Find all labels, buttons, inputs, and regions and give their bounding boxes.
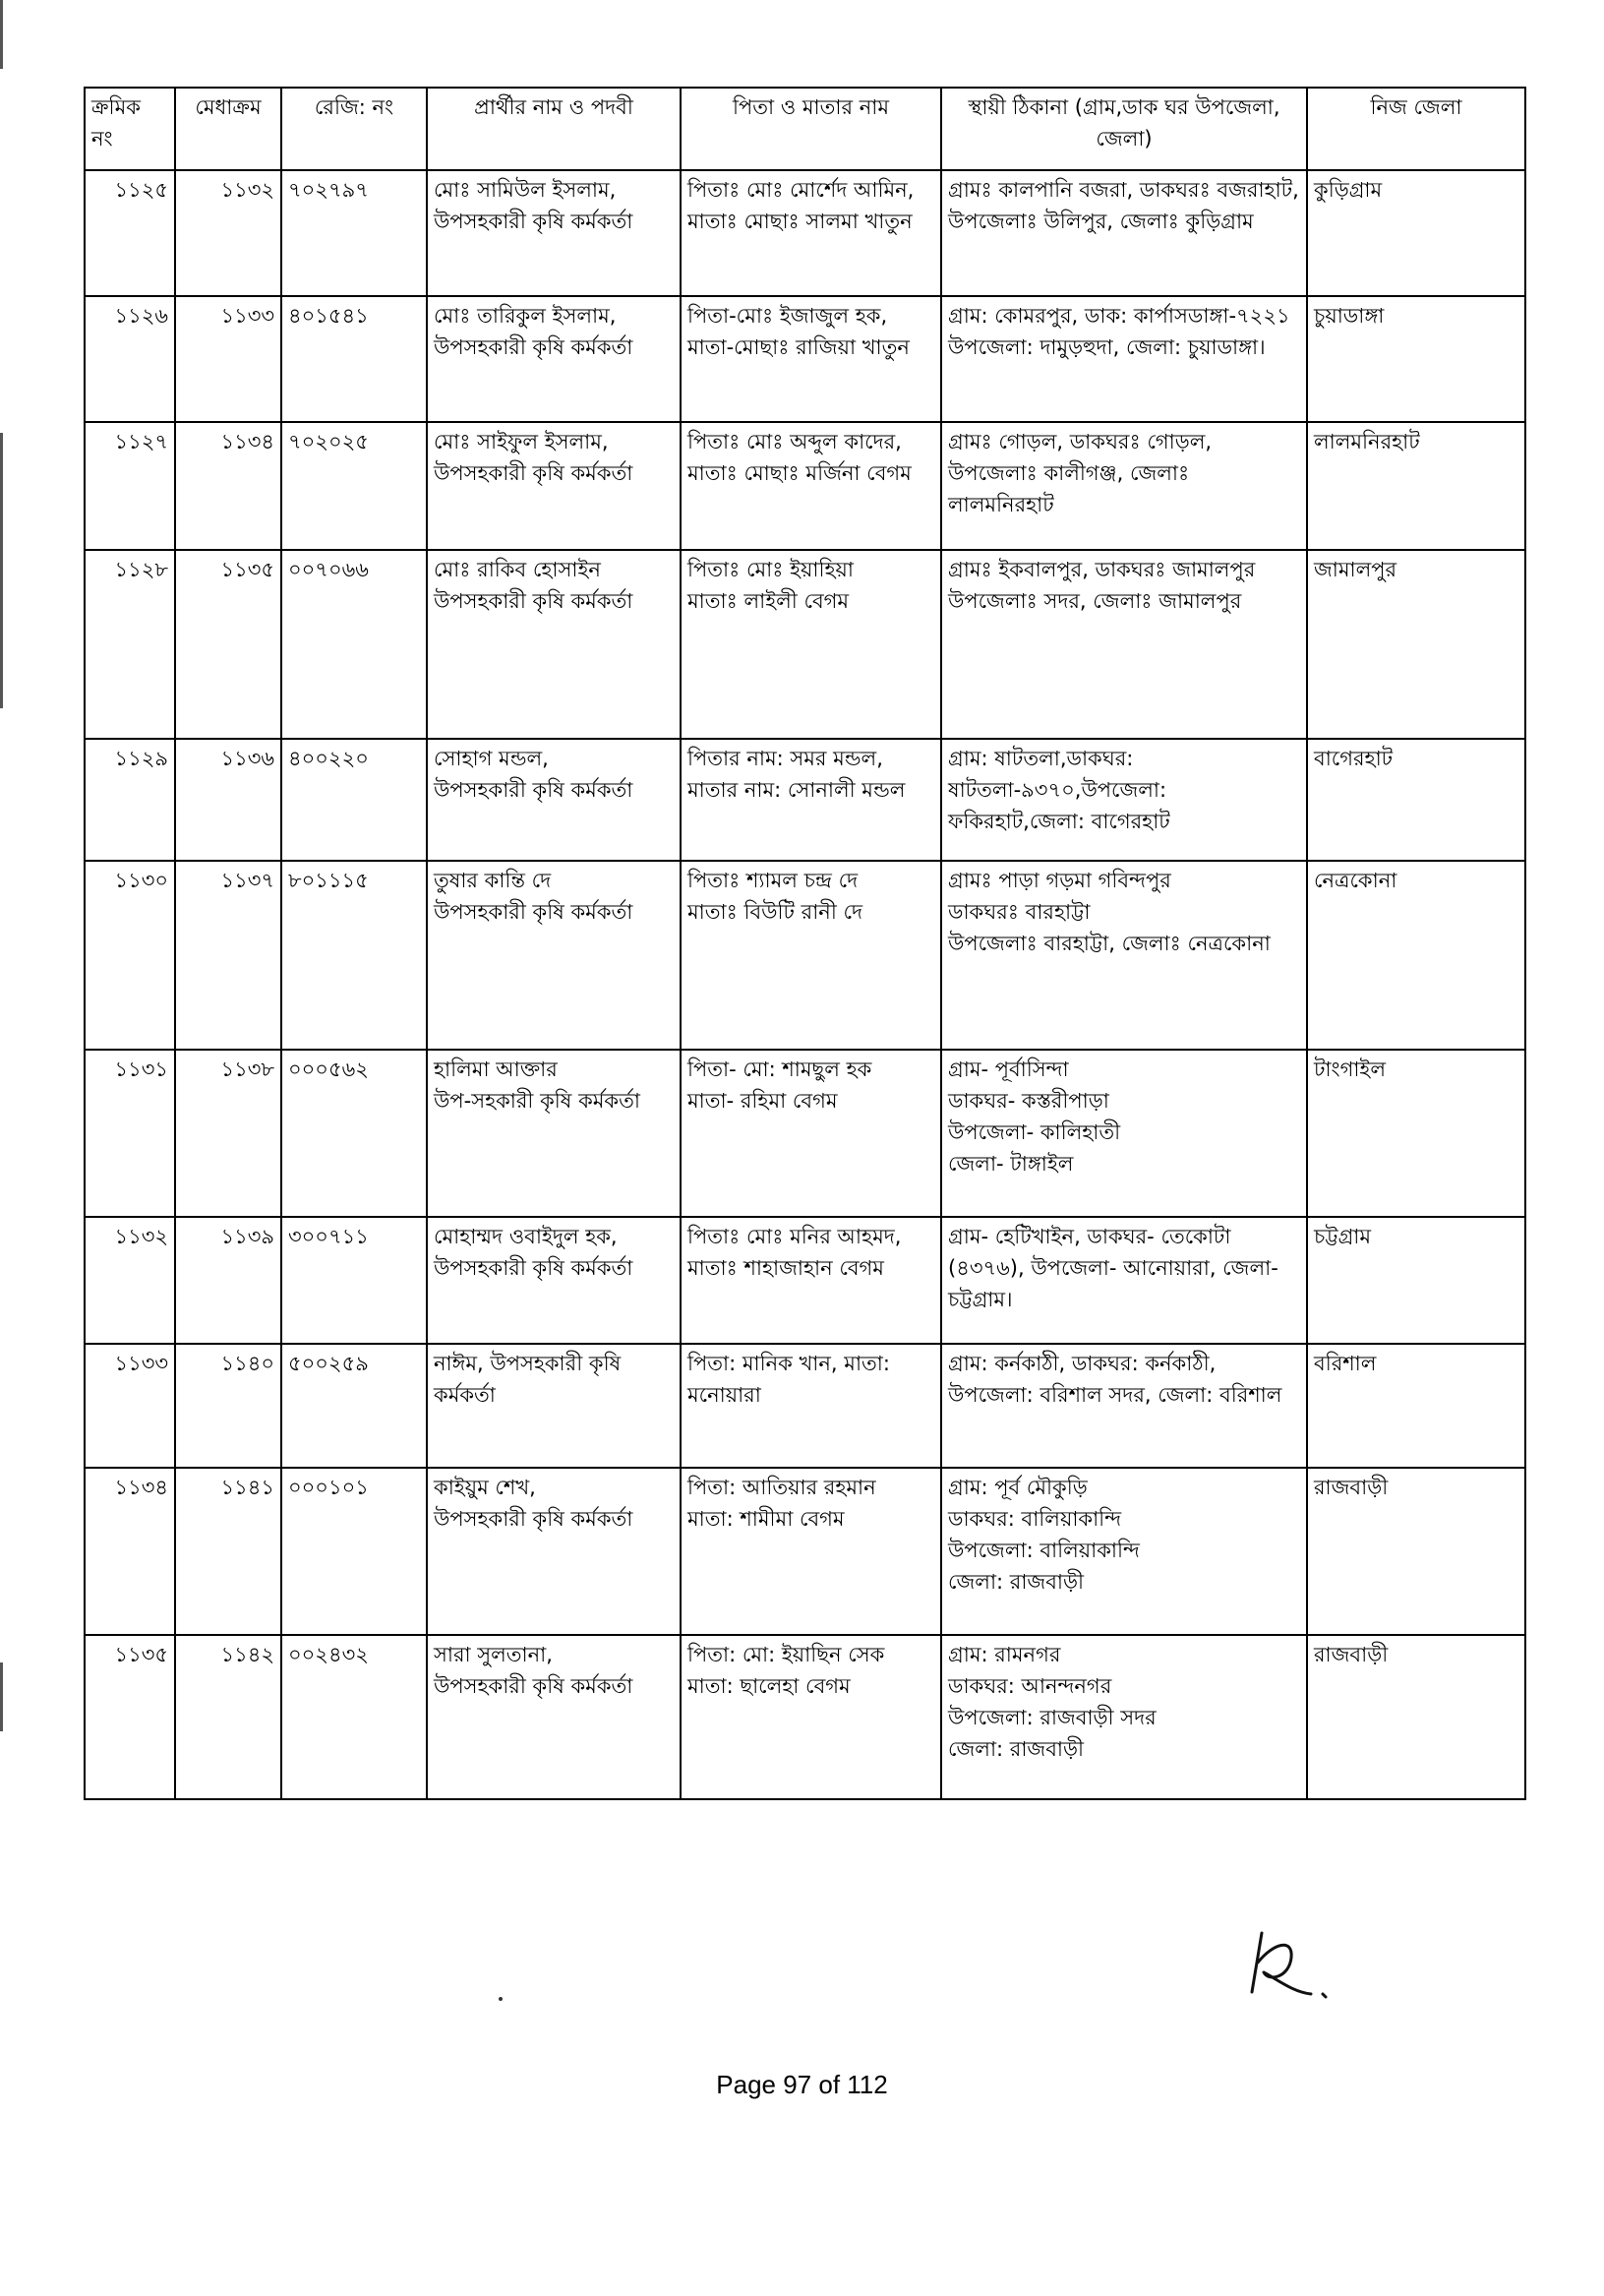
merit-cell: ১১৪২ — [175, 1635, 281, 1799]
address-cell: গ্রাম: পূর্ব মৌকুড়ি ডাকঘর: বালিয়াকান্দি উপজেলা: বালিয়াকান্দি জেলা: রাজবাড়ী — [941, 1468, 1307, 1635]
serial-cell: ১১৩৪ — [85, 1468, 175, 1635]
parents-cell: পিতা: আতিয়ার রহমান মাতা: শামীমা বেগম — [681, 1468, 941, 1635]
serial-cell: ১১৩০ — [85, 861, 175, 1050]
parents-cell: পিতা: মানিক খান, মাতা: মনোয়ারা — [681, 1344, 941, 1468]
district-cell: টাংগাইল — [1307, 1050, 1525, 1217]
table-row — [85, 296, 1525, 422]
header-name: প্রার্থীর নাম ও পদবী — [427, 88, 681, 170]
address-cell: গ্রাম- পূর্বাসিন্দা ডাকঘর- কস্তরীপাড়া উপজেলা- কালিহাতী জেলা- টাঙ্গাইল — [941, 1050, 1307, 1217]
merit-cell: ১১৩৩ — [175, 296, 281, 422]
name-designation-cell: মোহাম্মদ ওবাইদুল হক, উপসহকারী কৃষি কর্মকর্তা — [427, 1217, 681, 1344]
header-serial: ক্রমিক নং — [85, 88, 175, 170]
parents-cell: পিতাঃ মোঃ ইয়াহিয়া মাতাঃ লাইলী বেগম — [681, 550, 941, 739]
name-designation-cell: তুষার কান্তি দে উপসহকারী কৃষি কর্মকর্তা — [427, 861, 681, 1050]
merit-cell: ১১৩৭ — [175, 861, 281, 1050]
district-cell: জামালপুর — [1307, 550, 1525, 739]
district-cell: চুয়াডাঙ্গা — [1307, 296, 1525, 422]
address-cell: গ্রাম: কোমরপুর, ডাক: কার্পাসডাঙ্গা-৭২২১ উপজেলা: দামুড়হুদা, জেলা: চুয়াডাঙ্গা। — [941, 296, 1307, 422]
table-row — [85, 1468, 1525, 1635]
merit-cell: ১১৩৮ — [175, 1050, 281, 1217]
name-designation-cell: মোঃ তারিকুল ইসলাম, উপসহকারী কৃষি কর্মকর্তা — [427, 296, 681, 422]
address-cell: গ্রাম: ষাটতলা,ডাকঘর: ষাটতলা-৯৩৭০,উপজেলা: ফকিরহাট,জেলা: বাগেরহাট — [941, 739, 1307, 861]
reg-no-cell: ৩০০৭১১ — [281, 1217, 427, 1344]
merit-cell: ১১৩৪ — [175, 422, 281, 550]
address-cell: গ্রাম: কর্নকাঠী, ডাকঘর: কর্নকাঠী, উপজেলা: বরিশাল সদর, জেলা: বরিশাল — [941, 1344, 1307, 1468]
reg-no-cell: ৫০০২৫৯ — [281, 1344, 427, 1468]
district-cell: বরিশাল — [1307, 1344, 1525, 1468]
serial-cell: ১১৩৩ — [85, 1344, 175, 1468]
merit-cell: ১১৩৯ — [175, 1217, 281, 1344]
scan-edge-mark — [0, 433, 3, 708]
name-designation-cell: হালিমা আক্তার উপ-সহকারী কৃষি কর্মকর্তা — [427, 1050, 681, 1217]
table-row — [85, 1344, 1525, 1468]
table-row — [85, 1217, 1525, 1344]
serial-cell: ১১২৫ — [85, 170, 175, 296]
serial-cell: ১১২৮ — [85, 550, 175, 739]
address-cell: গ্রাম: রামনগর ডাকঘর: আনন্দনগর উপজেলা: রাজবাড়ী সদর জেলা: রাজবাড়ী — [941, 1635, 1307, 1799]
candidate-list-table — [84, 87, 1526, 1800]
district-cell: কুড়িগ্রাম — [1307, 170, 1525, 296]
reg-no-cell: ৪০০২২০ — [281, 739, 427, 861]
address-cell: গ্রামঃ ইকবালপুর, ডাকঘরঃ জামালপুর উপজেলাঃ সদর, জেলাঃ জামালপুর — [941, 550, 1307, 739]
reg-no-cell: ০০০১০১ — [281, 1468, 427, 1635]
reg-no-cell: ৪০১৫৪১ — [281, 296, 427, 422]
reg-no-cell: ০০৭০৬৬ — [281, 550, 427, 739]
name-designation-cell: সোহাগ মন্ডল, উপসহকারী কৃষি কর্মকর্তা — [427, 739, 681, 861]
district-cell: রাজবাড়ী — [1307, 1468, 1525, 1635]
name-designation-cell: সারা সুলতানা, উপসহকারী কৃষি কর্মকর্তা — [427, 1635, 681, 1799]
table-row — [85, 1050, 1525, 1217]
serial-cell: ১১৩৫ — [85, 1635, 175, 1799]
name-designation-cell: মোঃ রাকিব হোসাইন উপসহকারী কৃষি কর্মকর্তা — [427, 550, 681, 739]
parents-cell: পিতা-মোঃ ইজাজুল হক, মাতা-মোছাঃ রাজিয়া খাতুন — [681, 296, 941, 422]
reg-no-cell: ০০২৪৩২ — [281, 1635, 427, 1799]
merit-cell: ১১৩২ — [175, 170, 281, 296]
header-row — [85, 88, 1525, 170]
header-address: স্থায়ী ঠিকানা (গ্রাম,ডাক ঘর উপজেলা, জেলা) — [941, 88, 1307, 170]
district-cell: চট্টগ্রাম — [1307, 1217, 1525, 1344]
parents-cell: পিতা- মো: শামছুল হক মাতা- রহিমা বেগম — [681, 1050, 941, 1217]
address-cell: গ্রামঃ পাড়া গড়মা গবিন্দপুর ডাকঘরঃ বারহাট্টা উপজেলাঃ বারহাট্টা, জেলাঃ নেত্রকোনা — [941, 861, 1307, 1050]
table-row — [85, 170, 1525, 296]
address-cell: গ্রাম- হেটিখাইন, ডাকঘর- তেকোটা (৪৩৭৬), উপজেলা- আনোয়ারা, জেলা- চট্টগ্রাম। — [941, 1217, 1307, 1344]
reg-no-cell: ৭০২০২৫ — [281, 422, 427, 550]
scan-edge-mark — [0, 1662, 3, 1731]
signature-initials — [1234, 1923, 1372, 2002]
merit-cell: ১১৪১ — [175, 1468, 281, 1635]
header-parents: পিতা ও মাতার নাম — [681, 88, 941, 170]
header-merit: মেধাক্রম — [175, 88, 281, 170]
name-designation-cell: নাঈম, উপসহকারী কৃষি কর্মকর্তা — [427, 1344, 681, 1468]
parents-cell: পিতাঃ মোঃ মনির আহমদ, মাতাঃ শাহাজাহান বেগম — [681, 1217, 941, 1344]
serial-cell: ১১৩২ — [85, 1217, 175, 1344]
parents-cell: পিতাঃ মোঃ মোর্শেদ আমিন, মাতাঃ মোছাঃ সালমা খাতুন — [681, 170, 941, 296]
district-cell: রাজবাড়ী — [1307, 1635, 1525, 1799]
header-reg: রেজি: নং — [281, 88, 427, 170]
address-cell: গ্রামঃ গোড়ল, ডাকঘরঃ গোড়ল, উপজেলাঃ কালীগঞ্জ, জেলাঃ লালমনিরহাট — [941, 422, 1307, 550]
reg-no-cell: ৮০১১১৫ — [281, 861, 427, 1050]
name-designation-cell: মোঃ সামিউল ইসলাম, উপসহকারী কৃষি কর্মকর্তা — [427, 170, 681, 296]
stray-mark — [499, 1997, 503, 2001]
district-cell: বাগেরহাট — [1307, 739, 1525, 861]
header-district: নিজ জেলা — [1307, 88, 1525, 170]
table-row — [85, 739, 1525, 861]
serial-cell: ১১২৭ — [85, 422, 175, 550]
scan-edge-mark — [0, 0, 3, 69]
reg-no-cell: ০০০৫৬২ — [281, 1050, 427, 1217]
address-cell: গ্রামঃ কালপানি বজরা, ডাকঘরঃ বজরাহাট, উপজেলাঃ উলিপুর, জেলাঃ কুড়িগ্রাম — [941, 170, 1307, 296]
district-cell: লালমনিরহাট — [1307, 422, 1525, 550]
district-cell: নেত্রকোনা — [1307, 861, 1525, 1050]
merit-cell: ১১৩৬ — [175, 739, 281, 861]
serial-cell: ১১২৯ — [85, 739, 175, 861]
serial-cell: ১১২৬ — [85, 296, 175, 422]
page-number: Page 97 of 112 — [716, 2070, 888, 2099]
parents-cell: পিতার নাম: সমর মন্ডল, মাতার নাম: সোনালী মন্ডল — [681, 739, 941, 861]
parents-cell: পিতা: মো: ইয়াছিন সেক মাতা: ছালেহা বেগম — [681, 1635, 941, 1799]
parents-cell: পিতাঃ মোঃ অব্দুল কাদের, মাতাঃ মোছাঃ মর্জিনা বেগম — [681, 422, 941, 550]
table-row — [85, 1635, 1525, 1799]
table-row — [85, 861, 1525, 1050]
reg-no-cell: ৭০২৭৯৭ — [281, 170, 427, 296]
merit-cell: ১১৪০ — [175, 1344, 281, 1468]
table-row — [85, 422, 1525, 550]
name-designation-cell: মোঃ সাইফুল ইসলাম, উপসহকারী কৃষি কর্মকর্তা — [427, 422, 681, 550]
name-designation-cell: কাইয়ুম শেখ, উপসহকারী কৃষি কর্মকর্তা — [427, 1468, 681, 1635]
serial-cell: ১১৩১ — [85, 1050, 175, 1217]
parents-cell: পিতাঃ শ্যামল চন্দ্র দে মাতাঃ বিউটি রানী দে — [681, 861, 941, 1050]
table-row — [85, 550, 1525, 739]
merit-cell: ১১৩৫ — [175, 550, 281, 739]
